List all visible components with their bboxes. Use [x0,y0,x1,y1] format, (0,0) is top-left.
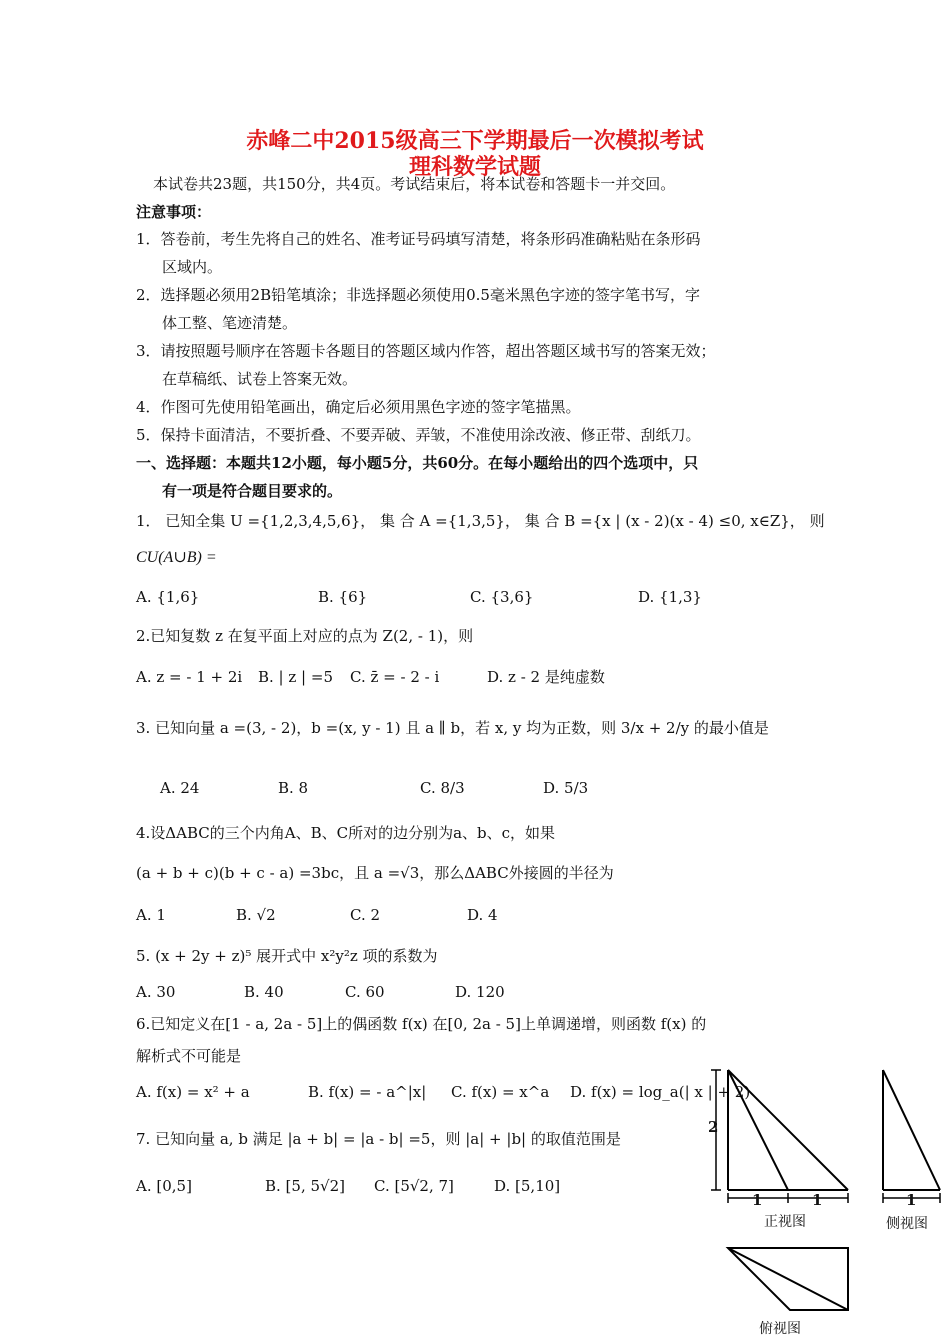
q3-option-d: D. 5/3 [543,779,589,797]
notes-heading: 注意事项： [136,203,212,221]
q5-option-b: B. 40 [244,983,284,1001]
note-1: 1．答卷前，考生先将自己的姓名、准考证号码填写清楚，将条形码准确粘贴在条形码 [136,230,701,248]
q6-option-c: C. f(x) = x^a [451,1083,550,1101]
side-view-hypotenuse [883,1070,940,1190]
q2-option-a: A. z = - 1 + 2i [136,668,243,686]
q6-stem-cont: 解析式不可能是 [136,1047,242,1065]
section1-heading: 一、选择题：本题共12小题，每小题5分，共60分。在每小题给出的四个选项中，只 [136,454,699,472]
q4-option-a: A. 1 [136,906,166,924]
q6-option-a: A. f(x) = x² + a [136,1083,250,1101]
front-view-hypotenuse [728,1070,848,1190]
q6-stem: 6.已知定义在[1 - a, 2a - 5]上的偶函数 f(x) 在[0, 2a - 5]上单调递增，则函数 f(x) 的 [136,1015,707,1033]
exam-title-line2: 理科数学试题 [408,154,541,180]
q4-option-d: D. 4 [467,906,498,924]
dim-side-label: 1 [906,1191,917,1209]
side-view [883,1070,940,1203]
top-view-diagonal [728,1248,848,1310]
exam-intro: 本试卷共23题，共150分，共4页。考试结束后，将本试卷和答题卡一并交回。 [153,175,676,193]
note-4: 4．作图可先使用铅笔画出，确定后必须用黑色字迹的签字笔描黑。 [136,398,581,416]
q1-option-a: A. {1,6} [136,588,200,606]
q7-option-a: A. [0,5] [136,1177,192,1195]
section1-heading-cont: 有一项是符合题目要求的。 [162,482,343,500]
q5-option-c: C. 60 [345,983,385,1001]
q1-option-d: D. {1,3} [638,588,702,606]
note-2: 2．选择题必须用2B铅笔填涂；非选择题必须使用0.5毫米黑色字迹的签字笔书写，字 [136,286,700,304]
front-view [711,1070,848,1203]
q3-stem: 3. 已知向量 a =(3, - 2)，b =(x, y - 1) 且 a ∥ b，若 x, y 均为正数，则 3/x + 2/y 的最小值是 [136,719,769,737]
q5-option-d: D. 120 [455,983,505,1001]
exam-title-line1: 赤峰二中2015级高三下学期最后一次模拟考试 [246,128,704,154]
q5-stem: 5. (x + 2y + z)⁵ 展开式中 x²y²z 项的系数为 [136,947,438,965]
q7-option-d: D. [5,10] [494,1177,561,1195]
note-1-cont: 区域内。 [162,258,223,276]
q2-option-b: B. | z | =5 [258,668,333,686]
q7-option-b: B. [5, 5√2] [265,1177,345,1195]
q5-option-a: A. 30 [136,983,176,1001]
q7-stem: 7. 已知向量 a, b 满足 |a + b| = |a - b| =5，则 |a| + |b| 的取值范围是 [136,1130,621,1148]
side-view-label: 侧视图 [886,1216,928,1232]
note-3: 3．请按照题号顺序在答题卡各题目的答题区域内作答，超出答题区域书写的答案无效； [136,342,716,360]
dim-width2-label: 1 [812,1191,823,1209]
q7-option-c: C. [5√2, 7] [374,1177,454,1195]
q3-option-a: A. 24 [160,779,200,797]
note-5: 5．保持卡面清洁，不要折叠、不要弄破、弄皱，不准使用涂改液、修正带、刮纸刀。 [136,426,701,444]
q4-option-b: B. √2 [236,906,276,924]
q3-option-c: C. 8/3 [420,779,465,797]
q2-stem: 2.已知复数 z 在复平面上对应的点为 Z(2, - 1)，则 [136,627,474,645]
q4-option-c: C. 2 [350,906,381,924]
dim-height-label: 2 [708,1118,719,1136]
front-view-inner-edge [728,1070,788,1190]
q6-option-d: D. f(x) = log_a(| x | + 2) [570,1083,751,1101]
q3-option-b: B. 8 [278,779,309,797]
q1-stem-cont: CU(A∪B) = [136,549,217,566]
q6-option-b: B. f(x) = - a^|x| [308,1083,427,1101]
front-view-label: 正视图 [764,1214,806,1230]
q4-stem-cont: (a + b + c)(b + c - a) =3bc，且 a =√3，那么ΔABC外接圆的半径为 [136,864,614,882]
q1-stem: 1． 已知全集 U ={1,2,3,4,5,6}， 集 合 A ={1,3,5}， 集 合 B ={x | (x - 2)(x - 4) ≤0, x∈Z}， 则 [136,512,825,530]
dim-width1-label: 1 [752,1191,763,1209]
q2-option-d: D. z - 2 是纯虚数 [487,668,605,686]
q4-stem: 4.设ΔABC的三个内角A、B、C所对的边分别为a、b、c，如果 [136,824,556,842]
top-view-label: 俯视图 [759,1321,801,1337]
note-2-cont: 体工整、笔迹清楚。 [162,314,298,332]
top-view [728,1248,848,1310]
q1-option-b: B. {6} [318,588,368,606]
q1-option-c: C. {3,6} [470,588,534,606]
q2-option-c: C. z̄ = - 2 - i [350,668,440,686]
note-3-cont: 在草稿纸、试卷上答案无效。 [162,370,358,388]
